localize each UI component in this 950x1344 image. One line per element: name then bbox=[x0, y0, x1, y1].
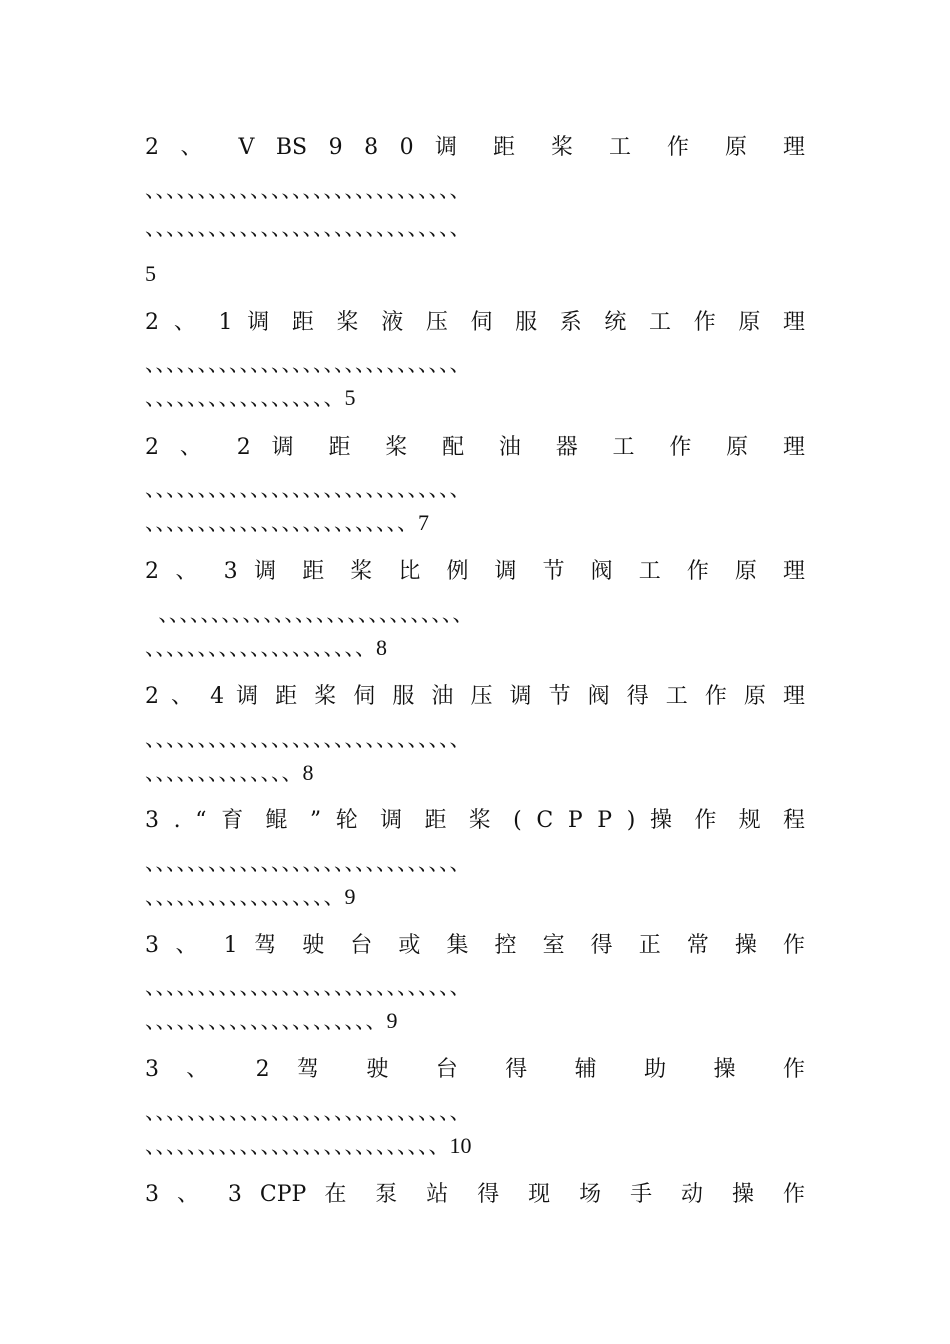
toc-heading-2-2: 2 、 2 调 距 桨 配 油 器 工 作 原 理 bbox=[145, 435, 805, 460]
toc-leader: 、、、、、、、、、、、、、、、、、、、、、、、、、、、、、、 bbox=[145, 477, 471, 501]
toc-heading-2-3: 2 、 3 调 距 桨 比 例 调 节 阀 工 作 原 理 bbox=[145, 559, 805, 584]
toc-leader: 、、、、、、、、、、、、、、、、、、、、、、、、、、、、、、 bbox=[145, 178, 471, 202]
toc-leader: 、、、、、、、、、、、、、、、、、、、、、、、、、、、、、、 bbox=[145, 727, 471, 751]
toc-heading-3: 3 . “ 育 鲲 ” 轮 调 距 桨 ( C P P ) 操 作 规 程 bbox=[145, 808, 805, 833]
toc-leader-line bbox=[145, 506, 805, 540]
toc-page-number: 10 bbox=[449, 1133, 472, 1158]
toc-heading-3-2: 3 、 2 驾 驶 台 得 辅 助 操 作 bbox=[145, 1057, 805, 1082]
toc-heading-2-1: 2 、 1 调 距 桨 液 压 伺 服 系 统 工 作 原 理 bbox=[145, 310, 805, 335]
toc-leader: 、、、、、、、、、、、、、、、、、、 bbox=[145, 386, 345, 410]
toc-leader-line bbox=[145, 631, 805, 665]
toc-leader: 、、、、、、、、、、、、、、、、、、、、、、、、、 bbox=[145, 511, 418, 535]
toc-leader: 、、、、、、、、、、、、、、、、、、、、、、 bbox=[145, 1009, 387, 1033]
toc-leader-line bbox=[145, 880, 805, 914]
toc-leader: 、、、、、、、、、、、、、、、、、、、、、 bbox=[145, 636, 376, 660]
toc-page-number: 8 bbox=[376, 635, 387, 660]
toc-leader: 、、、、、、、、、、、、、、、、、、、、、、、、、、、、、 bbox=[145, 602, 474, 626]
toc-heading-3-3: 3 、 3 CPP 在 泵 站 得 现 场 手 动 操 作 bbox=[145, 1182, 805, 1207]
toc-leader: 、、、、、、、、、、、、、、、、、、、、、、、、、、、、、、 bbox=[145, 1100, 471, 1124]
toc-heading-2: 2 、 V BS 9 8 0 调 距 桨 工 作 原 理 bbox=[145, 135, 805, 160]
toc-leader: 、、、、、、、、、、、、、、、、、、、、、、、、、、、、、、 bbox=[145, 216, 471, 240]
toc-page-number: 9 bbox=[344, 884, 356, 909]
toc-leader: 、、、、、、、、、、、、、、、、、、、、、、、、、、、、、、 bbox=[145, 352, 471, 376]
toc-leader: 、、、、、、、、、、、、、、 bbox=[145, 761, 303, 785]
toc-leader: 、、、、、、、、、、、、、、、、、、 bbox=[145, 885, 345, 909]
toc-page-number: 5 bbox=[344, 385, 356, 410]
toc-leader: 、、、、、、、、、、、、、、、、、、、、、、、、、、、、 bbox=[145, 1134, 450, 1158]
toc-leader-line bbox=[145, 1004, 805, 1038]
toc-page-number: 7 bbox=[418, 510, 429, 535]
toc-heading-3-1: 3 、 1 驾 驶 台 或 集 控 室 得 正 常 操 作 bbox=[145, 933, 805, 958]
toc-page-number: 8 bbox=[302, 760, 314, 785]
toc-leader-line bbox=[145, 381, 805, 415]
toc-leader: 、、、、、、、、、、、、、、、、、、、、、、、、、、、、、、 bbox=[145, 851, 471, 875]
toc-leader: 、、、、、、、、、、、、、、、、、、、、、、、、、、、、、、 bbox=[145, 975, 471, 999]
toc-heading-2-4: 2 、 4 调 距 桨 伺 服 油 压 调 节 阀 得 工 作 原 理 bbox=[145, 684, 805, 709]
toc-leader-line bbox=[145, 1129, 805, 1163]
toc-page-number: 9 bbox=[386, 1008, 398, 1033]
toc-page-number: 5 bbox=[145, 261, 156, 286]
toc-leader-line bbox=[145, 756, 805, 790]
